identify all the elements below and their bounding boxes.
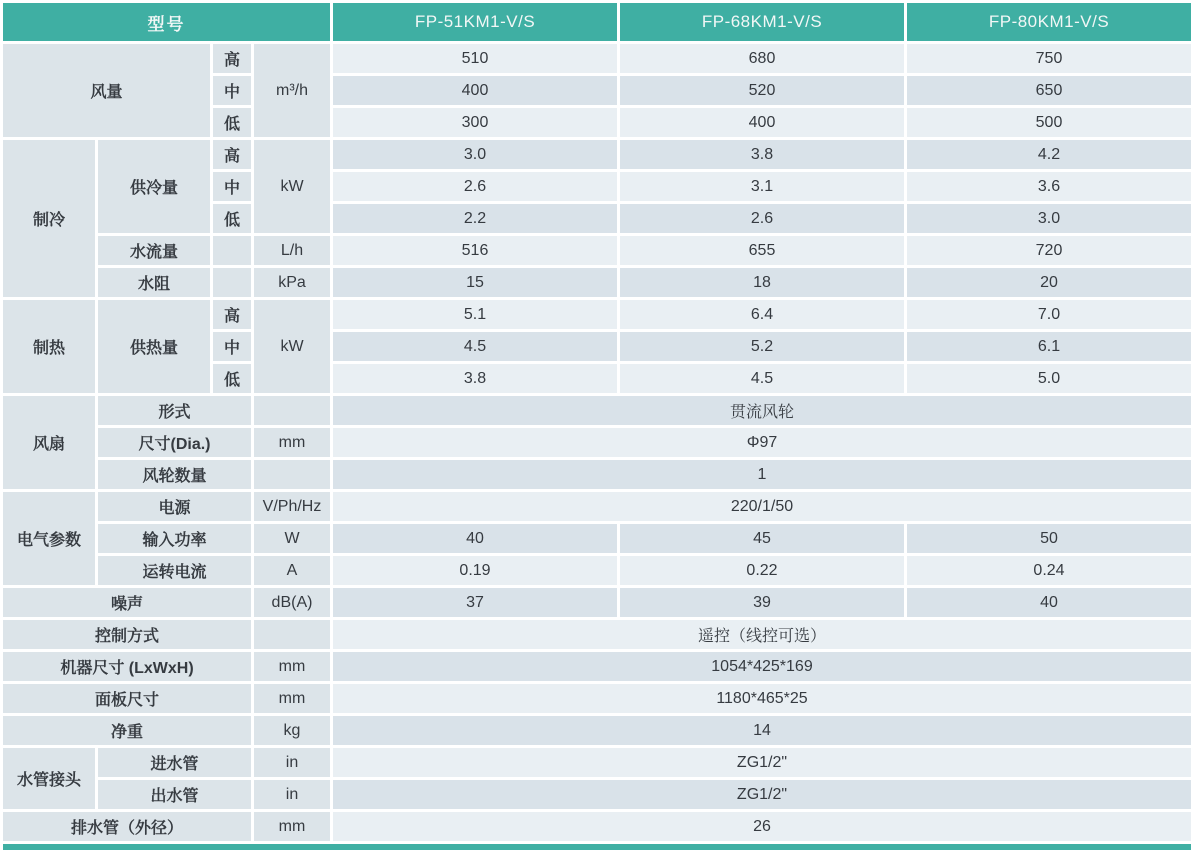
data-cell: 510 [333,44,617,73]
header-model-label: 型号 [3,3,330,41]
group-label-electrical: 电气参数 [3,492,95,585]
data-cell: 5.2 [620,332,904,361]
data-cell: 6.1 [907,332,1191,361]
data-cell: 4.2 [907,140,1191,169]
data-cell-merged: 1054*425*169 [333,652,1191,681]
data-cell: 3.6 [907,172,1191,201]
data-cell: 0.24 [907,556,1191,585]
row-label-panel-size: 面板尺寸 [3,684,251,713]
row-label-water-resistance: 水阻 [98,268,210,297]
data-cell: 39 [620,588,904,617]
unit-label: kW [254,140,330,233]
unit-label: in [254,780,330,809]
data-cell: 750 [907,44,1191,73]
row-label-unit-size: 机器尺寸 (LxWxH) [3,652,251,681]
level-label: 高 [213,44,251,73]
data-cell-merged: 贯流风轮 [333,396,1191,425]
data-cell: 5.0 [907,364,1191,393]
unit-label: dB(A) [254,588,330,617]
data-cell: 4.5 [620,364,904,393]
data-cell: 400 [333,76,617,105]
unit-label: kg [254,716,330,745]
row-label-water-flow: 水流量 [98,236,210,265]
data-cell: 20 [907,268,1191,297]
group-label-pipe-connections: 水管接头 [3,748,95,809]
footer-strip-row [3,844,1191,850]
data-cell-merged: 26 [333,812,1191,841]
row-airflow-high [3,44,1191,73]
row-water-resistance [3,268,1191,297]
group-label-cooling: 制冷 [3,140,95,297]
data-cell: 37 [333,588,617,617]
data-cell: 40 [333,524,617,553]
row-pipe-inlet [3,748,1191,777]
level-label: 中 [213,332,251,361]
data-cell: 5.1 [333,300,617,329]
row-label-power-supply: 电源 [98,492,251,521]
data-cell: 650 [907,76,1191,105]
level-label: 中 [213,76,251,105]
unit-label-empty [254,460,330,489]
data-cell: 0.19 [333,556,617,585]
data-cell: 3.0 [333,140,617,169]
row-label-input-power: 输入功率 [98,524,251,553]
unit-label: m³/h [254,44,330,137]
level-label: 高 [213,140,251,169]
row-label-net-weight: 净重 [3,716,251,745]
data-cell: 400 [620,108,904,137]
header-model-3: FP-80KM1-V/S [907,3,1191,41]
data-cell-merged: 1180*465*25 [333,684,1191,713]
data-cell-merged: 220/1/50 [333,492,1191,521]
row-unit-size [3,652,1191,681]
row-label-pipe-inlet: 进水管 [98,748,251,777]
unit-label: W [254,524,330,553]
data-cell: 3.8 [333,364,617,393]
data-cell: 655 [620,236,904,265]
unit-label-empty [254,396,330,425]
level-label: 中 [213,172,251,201]
data-cell: 516 [333,236,617,265]
data-cell-merged: 1 [333,460,1191,489]
row-label-heating-capacity: 供热量 [98,300,210,393]
row-water-flow [3,236,1191,265]
unit-label: in [254,748,330,777]
data-cell: 520 [620,76,904,105]
level-label-empty [213,268,251,297]
group-label-fan: 风扇 [3,396,95,489]
level-label-empty [213,236,251,265]
header-model-2: FP-68KM1-V/S [620,3,904,41]
row-label-fan-wheel-count: 风轮数量 [98,460,251,489]
data-cell: 15 [333,268,617,297]
row-drain [3,812,1191,841]
row-net-weight [3,716,1191,745]
row-input-power [3,524,1191,553]
data-cell: 680 [620,44,904,73]
unit-label: mm [254,684,330,713]
row-label-current: 运转电流 [98,556,251,585]
row-panel-size [3,684,1191,713]
unit-label: mm [254,652,330,681]
unit-label: mm [254,812,330,841]
level-label: 低 [213,204,251,233]
data-cell: 2.6 [333,172,617,201]
data-cell-merged: ZG1/2" [333,748,1191,777]
level-label: 低 [213,108,251,137]
row-control [3,620,1191,649]
row-current [3,556,1191,585]
unit-label: kW [254,300,330,393]
row-label-drain: 排水管（外径） [3,812,251,841]
group-label-heating: 制热 [3,300,95,393]
data-cell: 3.8 [620,140,904,169]
data-cell: 7.0 [907,300,1191,329]
data-cell-merged: 遥控（线控可选） [333,620,1191,649]
level-label: 低 [213,364,251,393]
row-noise [3,588,1191,617]
data-cell: 4.5 [333,332,617,361]
data-cell: 3.1 [620,172,904,201]
header-model-1: FP-51KM1-V/S [333,3,617,41]
header-row [3,3,1191,41]
row-label-noise: 噪声 [3,588,251,617]
data-cell: 500 [907,108,1191,137]
data-cell-merged: Φ97 [333,428,1191,457]
data-cell: 720 [907,236,1191,265]
data-cell-merged: ZG1/2" [333,780,1191,809]
data-cell: 2.2 [333,204,617,233]
unit-label-empty [254,620,330,649]
unit-label: A [254,556,330,585]
level-label: 高 [213,300,251,329]
unit-label: kPa [254,268,330,297]
row-label-fan-type: 形式 [98,396,251,425]
data-cell: 40 [907,588,1191,617]
footer-strip [3,844,1191,850]
data-cell: 45 [620,524,904,553]
data-cell: 0.22 [620,556,904,585]
row-pipe-outlet [3,780,1191,809]
row-label-pipe-outlet: 出水管 [98,780,251,809]
group-label-airflow: 风量 [3,44,210,137]
unit-label: L/h [254,236,330,265]
data-cell: 300 [333,108,617,137]
row-power-supply [3,492,1191,521]
row-heating-capacity-high [3,300,1191,329]
unit-label: V/Ph/Hz [254,492,330,521]
data-cell: 18 [620,268,904,297]
data-cell: 2.6 [620,204,904,233]
data-cell-merged: 14 [333,716,1191,745]
row-fan-wheel-count [3,460,1191,489]
unit-label: mm [254,428,330,457]
row-fan-dia [3,428,1191,457]
data-cell: 6.4 [620,300,904,329]
data-cell: 50 [907,524,1191,553]
data-cell: 3.0 [907,204,1191,233]
row-label-control: 控制方式 [3,620,251,649]
row-fan-type [3,396,1191,425]
row-label-cooling-capacity: 供冷量 [98,140,210,233]
row-cooling-capacity-high [3,140,1191,169]
row-label-fan-dia: 尺寸(Dia.) [98,428,251,457]
